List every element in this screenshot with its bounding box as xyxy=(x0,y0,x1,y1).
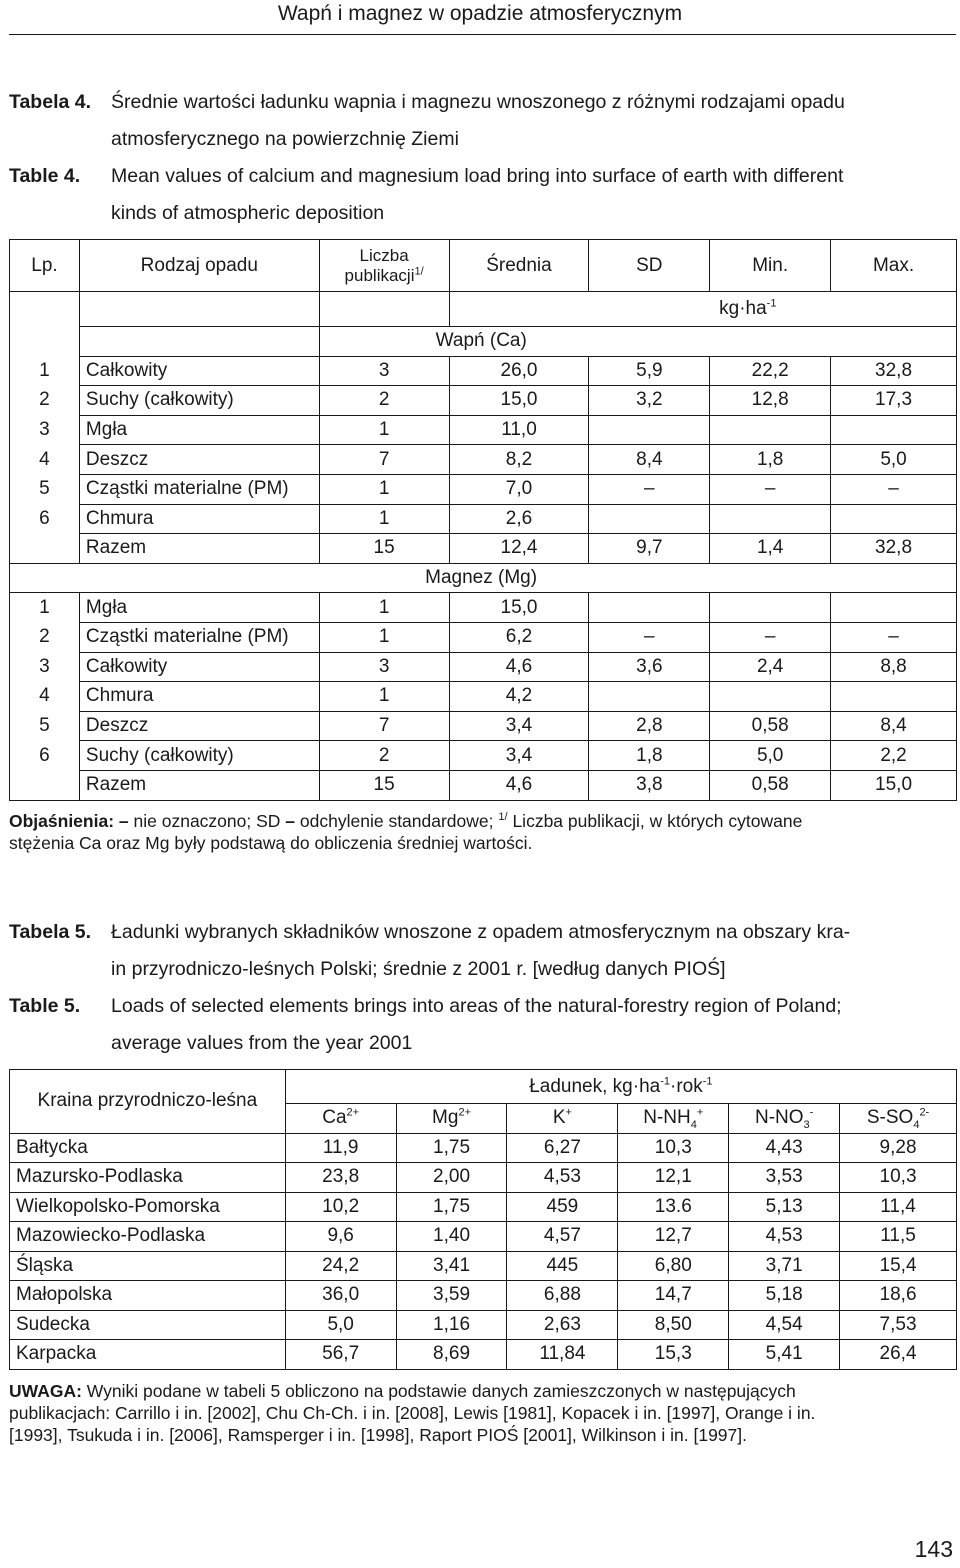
region-name: Wielkopolsko-Pomorska xyxy=(10,1192,286,1222)
ca-cell-sd: 3,2 xyxy=(589,386,710,416)
ca-row xyxy=(10,415,957,445)
load-value: 6,80 xyxy=(618,1251,729,1281)
mg-cell-mean: 3,4 xyxy=(449,741,589,771)
th5-col-sub: 4 xyxy=(913,1119,920,1132)
table5-row xyxy=(10,1133,957,1163)
table4-caption-en-1: Mean values of calcium and magnesium load bring into surface of earth with different xyxy=(111,165,844,187)
mg-row xyxy=(10,770,957,800)
ca-cell-count: 7 xyxy=(319,445,449,475)
th5-col-4 xyxy=(729,1104,840,1134)
mg-row xyxy=(10,593,957,623)
table4 xyxy=(9,239,957,801)
ca-cell-count: 2 xyxy=(319,386,449,416)
mg-cell-max: 2,2 xyxy=(831,741,957,771)
load-value: 10,2 xyxy=(285,1192,396,1222)
table5-caption-pl-2: in przyrodniczo-leśnych Polski; średnie z 2001 r. [według danych PIOŚ] xyxy=(111,958,726,980)
ca-cell-min: 1,4 xyxy=(710,534,831,564)
mg-cell-type: Deszcz xyxy=(79,711,319,741)
ca-cell-max: 17,3 xyxy=(831,386,957,416)
th5-col-sup: - xyxy=(809,1106,814,1119)
ca-row xyxy=(10,474,957,504)
note5-label: UWAGA: xyxy=(9,1381,82,1401)
note4-sup: 1/ xyxy=(498,811,508,824)
ca-cell-lp xyxy=(10,534,80,564)
note4-text-3: Liczba publikacji, w których cytowane xyxy=(512,811,803,831)
th5-col-sup: 2+ xyxy=(458,1106,471,1119)
th5-load xyxy=(285,1070,956,1104)
ca-cell-mean: 15,0 xyxy=(449,386,589,416)
mg-cell-mean: 15,0 xyxy=(449,593,589,623)
load-value: 9,28 xyxy=(840,1133,957,1163)
ca-section-row xyxy=(10,327,957,357)
table4-note xyxy=(9,810,954,854)
header-rule xyxy=(9,34,956,35)
ca-cell-max: – xyxy=(831,474,957,504)
mg-cell-min xyxy=(710,682,831,712)
mg-cell-max: 15,0 xyxy=(831,770,957,800)
region-name: Małopolska xyxy=(10,1281,286,1311)
mg-cell-min: 0,58 xyxy=(710,711,831,741)
mg-cell-lp: 6 xyxy=(10,741,80,771)
mg-cell-count: 1 xyxy=(319,622,449,652)
ca-cell-lp: 6 xyxy=(10,504,80,534)
load-value: 26,4 xyxy=(840,1340,957,1370)
ca-cell-min: 22,2 xyxy=(710,356,831,386)
load-value: 1,16 xyxy=(396,1310,507,1340)
mg-cell-lp: 3 xyxy=(10,652,80,682)
ca-cell-max xyxy=(831,504,957,534)
ca-row xyxy=(10,504,957,534)
region-name: Bałtycka xyxy=(10,1133,286,1163)
th5-col-1 xyxy=(396,1104,507,1134)
th5-col-base: N-NH xyxy=(643,1107,691,1129)
table4-caption-pl-1: Średnie wartości ładunku wapnia i magnezu wnoszonego z różnymi rodzajami opadu xyxy=(111,91,845,113)
load-value: 10,3 xyxy=(618,1133,729,1163)
mg-cell-sd: 3,8 xyxy=(589,770,710,800)
load-value: 3,59 xyxy=(396,1281,507,1311)
load-value: 15,3 xyxy=(618,1340,729,1370)
mg-cell-sd: – xyxy=(589,622,710,652)
th-mean: Średnia xyxy=(449,240,589,292)
th5-col-0 xyxy=(285,1104,396,1134)
table5-label-pl: Tabela 5. xyxy=(9,921,92,943)
mg-cell-mean: 4,2 xyxy=(449,682,589,712)
load-value: 1,40 xyxy=(396,1222,507,1252)
ca-cell-min: 12,8 xyxy=(710,386,831,416)
table4-unit-row xyxy=(10,292,957,327)
ca-cell-max: 5,0 xyxy=(831,445,957,475)
load-value: 4,53 xyxy=(729,1222,840,1252)
ca-cell-min: 1,8 xyxy=(710,445,831,475)
ca-cell-lp: 5 xyxy=(10,474,80,504)
load-value: 56,7 xyxy=(285,1340,396,1370)
load-value: 445 xyxy=(507,1251,618,1281)
mg-cell-mean: 4,6 xyxy=(449,770,589,800)
mg-cell-lp xyxy=(10,770,80,800)
th5-col-sub: 3 xyxy=(803,1119,810,1132)
mg-cell-mean: 4,6 xyxy=(449,652,589,682)
mg-cell-type: Mgła xyxy=(79,593,319,623)
ca-cell-min xyxy=(710,415,831,445)
mg-cell-type: Razem xyxy=(79,770,319,800)
mg-cell-max xyxy=(831,682,957,712)
ca-cell-sd: – xyxy=(589,474,710,504)
ca-cell-min: – xyxy=(710,474,831,504)
mg-cell-mean: 6,2 xyxy=(449,622,589,652)
load-value: 11,84 xyxy=(507,1340,618,1370)
mg-cell-count: 3 xyxy=(319,652,449,682)
ca-cell-mean: 12,4 xyxy=(449,534,589,564)
ca-cell-type: Całkowity xyxy=(79,356,319,386)
mg-cell-min: – xyxy=(710,622,831,652)
mg-cell-max: 8,8 xyxy=(831,652,957,682)
ca-cell-type: Deszcz xyxy=(79,445,319,475)
load-value: 3,41 xyxy=(396,1251,507,1281)
load-value: 12,1 xyxy=(618,1163,729,1193)
load-value: 6,88 xyxy=(507,1281,618,1311)
ca-cell-lp: 3 xyxy=(10,415,80,445)
region-name: Mazursko-Podlaska xyxy=(10,1163,286,1193)
ca-cell-sd: 9,7 xyxy=(589,534,710,564)
mg-cell-lp: 1 xyxy=(10,593,80,623)
ca-cell-count: 1 xyxy=(319,504,449,534)
th5-col-3 xyxy=(618,1104,729,1134)
load-value: 5,13 xyxy=(729,1192,840,1222)
ca-row xyxy=(10,356,957,386)
ca-cell-mean: 2,6 xyxy=(449,504,589,534)
mg-cell-sd: 1,8 xyxy=(589,741,710,771)
table4-header-row xyxy=(10,240,957,292)
load-value: 6,27 xyxy=(507,1133,618,1163)
load-value: 1,75 xyxy=(396,1192,507,1222)
mg-cell-sd xyxy=(589,593,710,623)
th-min: Min. xyxy=(710,240,831,292)
note4-dash-1: – xyxy=(118,811,129,831)
th5-load-sup1: -1 xyxy=(660,1075,670,1088)
mg-cell-sd: 2,8 xyxy=(589,711,710,741)
note4-dash-2: – xyxy=(285,811,296,831)
unit-text: kg·ha xyxy=(719,298,767,319)
load-value: 5,18 xyxy=(729,1281,840,1311)
load-value: 8,69 xyxy=(396,1340,507,1370)
load-value: 3,71 xyxy=(729,1251,840,1281)
ca-cell-type: Chmura xyxy=(79,504,319,534)
unit-sup: -1 xyxy=(766,297,777,310)
th5-col-5 xyxy=(840,1104,957,1134)
load-value: 23,8 xyxy=(285,1163,396,1193)
th5-col-base: N-NO xyxy=(754,1107,804,1129)
th5-load-mid: ·rok xyxy=(670,1075,703,1097)
load-value: 5,0 xyxy=(285,1310,396,1340)
th5-col-base: Ca xyxy=(322,1107,347,1129)
mg-row xyxy=(10,682,957,712)
ca-cell-sd xyxy=(589,415,710,445)
table5-caption-en-1: Loads of selected elements brings into areas of the natural-forestry region of Poland; xyxy=(111,995,842,1017)
load-value: 2,00 xyxy=(396,1163,507,1193)
ca-section-title: Wapń (Ca) xyxy=(319,327,956,357)
mg-cell-count: 7 xyxy=(319,711,449,741)
mg-row xyxy=(10,622,957,652)
region-name: Śląska xyxy=(10,1251,286,1281)
th5-col-sup: 2+ xyxy=(346,1106,360,1119)
note5-text-2: publikacjach: Carrillo i in. [2002], Chu Ch-Ch. i in. [2008], Lewis [1981], Kopacek i in. [1997], Orange i in. xyxy=(9,1403,816,1423)
th5-col-base: Mg xyxy=(432,1107,459,1129)
ca-cell-count: 1 xyxy=(319,415,449,445)
page-number: 143 xyxy=(914,1536,953,1562)
load-value: 4,57 xyxy=(507,1222,618,1252)
ca-cell-mean: 26,0 xyxy=(449,356,589,386)
load-value: 4,54 xyxy=(729,1310,840,1340)
th-count-line2: publikacji xyxy=(344,265,415,285)
load-value: 13.6 xyxy=(618,1192,729,1222)
th5-col-sup: + xyxy=(565,1106,572,1119)
load-value: 36,0 xyxy=(285,1281,396,1311)
ca-cell-type: Mgła xyxy=(79,415,319,445)
mg-cell-count: 2 xyxy=(319,741,449,771)
th5-load-text: Ładunek, kg·ha xyxy=(529,1075,661,1097)
ca-cell-type: Razem xyxy=(79,534,319,564)
ca-cell-lp: 1 xyxy=(10,356,80,386)
mg-row xyxy=(10,741,957,771)
ca-cell-min xyxy=(710,504,831,534)
mg-cell-max xyxy=(831,593,957,623)
mg-section-title: Magnez (Mg) xyxy=(319,563,956,593)
mg-cell-type: Suchy (całkowity) xyxy=(79,741,319,771)
load-value: 11,4 xyxy=(840,1192,957,1222)
ca-cell-type: Cząstki materialne (PM) xyxy=(79,474,319,504)
mg-cell-type: Całkowity xyxy=(79,652,319,682)
mg-cell-max: 8,4 xyxy=(831,711,957,741)
th-type: Rodzaj opadu xyxy=(79,240,319,292)
ca-cell-mean: 7,0 xyxy=(449,474,589,504)
note4-text-2: odchylenie standardowe; xyxy=(299,811,494,831)
ca-cell-sd: 8,4 xyxy=(589,445,710,475)
th5-col-sup: + xyxy=(696,1106,704,1119)
table5-caption-pl-1: Ładunki wybranych składników wnoszone z opadem atmosferycznym na obszary kra- xyxy=(111,921,851,943)
table4-label-pl: Tabela 4. xyxy=(9,91,92,113)
th5-col-sub: 4 xyxy=(690,1119,697,1132)
mg-section-spacer xyxy=(79,563,319,593)
ca-cell-count: 1 xyxy=(319,474,449,504)
table4-caption xyxy=(9,84,959,232)
load-value: 12,7 xyxy=(618,1222,729,1252)
ca-row xyxy=(10,386,957,416)
mg-cell-count: 15 xyxy=(319,770,449,800)
th5-load-sup2: -1 xyxy=(702,1075,713,1088)
load-value: 4,53 xyxy=(507,1163,618,1193)
load-value: 11,5 xyxy=(840,1222,957,1252)
table5-row xyxy=(10,1192,957,1222)
mg-cell-lp: 4 xyxy=(10,682,80,712)
ca-cell-lp: 2 xyxy=(10,386,80,416)
ca-cell-sd: 5,9 xyxy=(589,356,710,386)
load-value: 10,3 xyxy=(840,1163,957,1193)
ca-cell-count: 3 xyxy=(319,356,449,386)
th5-col-sup: 2- xyxy=(919,1106,930,1119)
mg-row xyxy=(10,711,957,741)
note5-text-1: Wyniki podane w tabeli 5 obliczono na podstawie danych zamieszczonych w następujących xyxy=(86,1381,796,1401)
ca-cell-lp: 4 xyxy=(10,445,80,475)
mg-cell-lp: 5 xyxy=(10,711,80,741)
table5 xyxy=(9,1069,957,1370)
mg-cell-type: Chmura xyxy=(79,682,319,712)
note4-text-1: nie oznaczono; SD xyxy=(133,811,281,831)
load-value: 2,63 xyxy=(507,1310,618,1340)
region-name: Sudecka xyxy=(10,1310,286,1340)
table4-caption-pl-2: atmosferycznego na powierzchnię Ziemi xyxy=(111,128,459,150)
mg-cell-count: 1 xyxy=(319,593,449,623)
region-name: Karpacka xyxy=(10,1340,286,1370)
load-value: 15,4 xyxy=(840,1251,957,1281)
table4-label-en: Table 4. xyxy=(9,165,81,187)
unit-cell xyxy=(449,292,956,327)
th-count-line1: Liczba xyxy=(359,245,409,265)
th-max: Max. xyxy=(831,240,957,292)
load-value: 18,6 xyxy=(840,1281,957,1311)
ca-row xyxy=(10,534,957,564)
th-count-sup: 1/ xyxy=(414,264,424,277)
th-count xyxy=(319,240,449,292)
load-value: 11,9 xyxy=(285,1133,396,1163)
region-name: Mazowiecko-Podlaska xyxy=(10,1222,286,1252)
th5-col-base: S-SO xyxy=(866,1107,914,1129)
ca-cell-max: 32,8 xyxy=(831,356,957,386)
ca-cell-max: 32,8 xyxy=(831,534,957,564)
mg-cell-min: 5,0 xyxy=(710,741,831,771)
mg-section-lp-spacer xyxy=(10,563,80,593)
table5-caption xyxy=(9,914,959,1062)
th-lp: Lp. xyxy=(10,240,80,292)
table5-caption-en-2: average values from the year 2001 xyxy=(111,1032,413,1054)
th5-col-2 xyxy=(507,1104,618,1134)
mg-cell-min xyxy=(710,593,831,623)
load-value: 1,75 xyxy=(396,1133,507,1163)
load-value: 24,2 xyxy=(285,1251,396,1281)
table5-row xyxy=(10,1281,957,1311)
load-value: 7,53 xyxy=(840,1310,957,1340)
table5-note xyxy=(9,1380,954,1446)
mg-cell-count: 1 xyxy=(319,682,449,712)
running-head: Wapń i magnez w opadzie atmosferycznym xyxy=(277,2,683,25)
table4-caption-en-2: kinds of atmospheric deposition xyxy=(111,202,385,224)
mg-cell-max: – xyxy=(831,622,957,652)
note5-text-3: [1993], Tsukuda i in. [2006], Ramsperger i in. [1998], Raport PIOŚ [2001], Wilkinson i in. [1997]. xyxy=(9,1425,747,1445)
mg-cell-type: Cząstki materialne (PM) xyxy=(79,622,319,652)
table5-header-row-1 xyxy=(10,1070,957,1104)
ca-cell-mean: 8,2 xyxy=(449,445,589,475)
ca-cell-type: Suchy (całkowity) xyxy=(79,386,319,416)
ca-cell-sd xyxy=(589,504,710,534)
load-value: 459 xyxy=(507,1192,618,1222)
load-value: 3,53 xyxy=(729,1163,840,1193)
th-sd: SD xyxy=(589,240,710,292)
mg-cell-lp: 2 xyxy=(10,622,80,652)
load-value: 14,7 xyxy=(618,1281,729,1311)
th5-col-base: K xyxy=(552,1107,566,1129)
table5-row xyxy=(10,1310,957,1340)
load-value: 8,50 xyxy=(618,1310,729,1340)
mg-cell-min: 0,58 xyxy=(710,770,831,800)
load-value: 9,6 xyxy=(285,1222,396,1252)
table5-label-en: Table 5. xyxy=(9,995,81,1017)
table5-row xyxy=(10,1251,957,1281)
th5-region: Kraina przyrodniczo-leśna xyxy=(10,1070,286,1134)
ca-cell-max xyxy=(831,415,957,445)
ca-row xyxy=(10,445,957,475)
mg-cell-sd: 3,6 xyxy=(589,652,710,682)
load-value: 4,43 xyxy=(729,1133,840,1163)
table5-row xyxy=(10,1163,957,1193)
mg-section-row xyxy=(10,563,957,593)
ca-cell-mean: 11,0 xyxy=(449,415,589,445)
table5-row xyxy=(10,1222,957,1252)
note4-label: Objaśnienia: xyxy=(9,811,115,831)
load-value: 5,41 xyxy=(729,1340,840,1370)
table5-row xyxy=(10,1340,957,1370)
mg-cell-sd xyxy=(589,682,710,712)
ca-cell-count: 15 xyxy=(319,534,449,564)
note4-text-4: stężenia Ca oraz Mg były podstawą do obliczenia średniej wartości. xyxy=(9,833,533,853)
mg-row xyxy=(10,652,957,682)
mg-cell-mean: 3,4 xyxy=(449,711,589,741)
mg-cell-min: 2,4 xyxy=(710,652,831,682)
